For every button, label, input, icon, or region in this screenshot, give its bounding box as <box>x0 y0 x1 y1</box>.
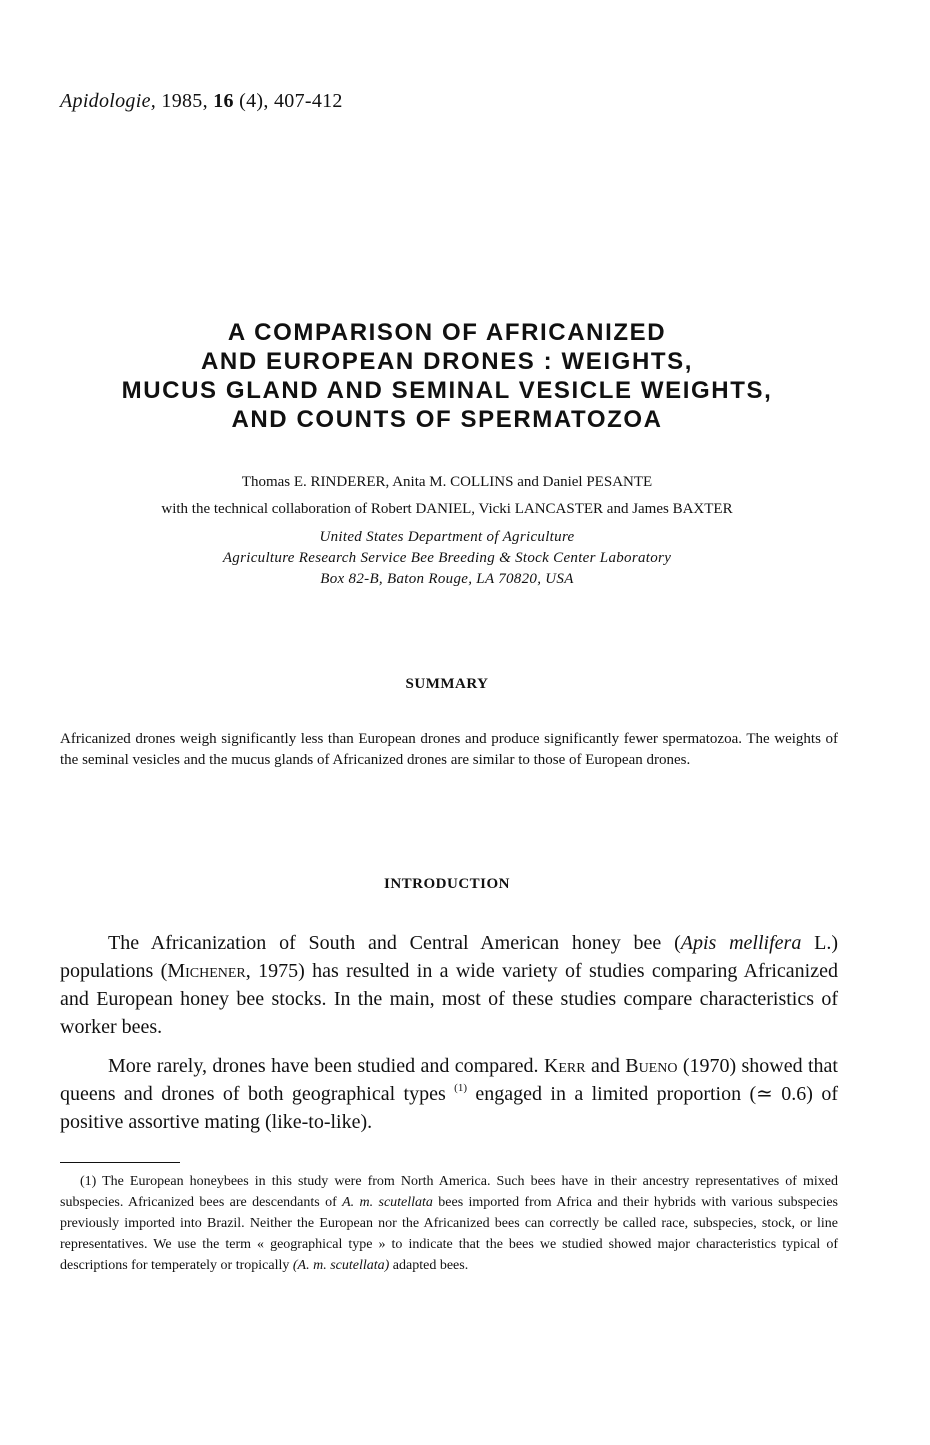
footnote-1 <box>60 1171 838 1276</box>
journal-name: Apidologie, <box>60 90 157 112</box>
affiliation-line: Box 82-B, Baton Rouge, LA 70820, USA <box>320 571 574 587</box>
journal-issue: (4), <box>239 90 269 112</box>
introduction-heading: INTRODUCTION <box>383 876 510 892</box>
species-name: Apis mellifera <box>680 932 802 954</box>
text-run: (1970) showed that queens and drones of both geographical types <box>60 1055 838 1105</box>
paper-title <box>60 318 834 434</box>
introduction-paragraph-2 <box>60 1052 838 1136</box>
title-line: AND COUNTS OF SPERMATOZOA <box>231 406 663 433</box>
citation-author: Kerr <box>543 1055 586 1077</box>
footnote-marker[interactable]: (1) <box>454 1082 467 1094</box>
text-run: and <box>585 1055 626 1077</box>
affiliation-line: Agriculture Research Service Bee Breeding & Stock Center Laboratory <box>222 550 672 566</box>
text-run: The Africanization of South and Central American honey bee ( <box>108 932 681 954</box>
journal-volume: 16 <box>213 90 234 112</box>
summary-heading: SUMMARY <box>405 676 489 692</box>
title-line: A COMPARISON OF AFRICANIZED <box>227 319 667 346</box>
text-run: , 1975) has resulted in a wide variety of studies comparing Africanized and European honey bee stocks. In the main, most of these studies compare characteristics of worker bees. <box>60 960 838 1038</box>
affiliation-line: United States Department of Agriculture <box>319 529 575 545</box>
taxon-name: (A. m. scutellata) <box>292 1258 390 1273</box>
text-run: bees imported from Africa and their hybrids with various subspecies previously imported into Brazil. Neither the European nor the Africanized bees can correctly be called race, subspecies, stock, or line representatives. We use the term « geographical type » to indicate that the bees we studied showed major characteristics typical of descriptions for temperately or tropically <box>60 1195 838 1273</box>
citation-author: Michener <box>167 960 246 982</box>
author-list: Thomas E. RINDERER, Anita M. COLLINS and Daniel PESANTE <box>241 474 653 490</box>
journal-pages: 407-412 <box>273 90 343 112</box>
text-run: adapted bees. <box>389 1258 469 1273</box>
affiliation <box>60 527 834 590</box>
journal-year: 1985, <box>161 90 208 112</box>
text-run: More rarely, drones have been studied and compared. <box>108 1055 544 1077</box>
footnote-divider <box>60 1162 180 1163</box>
introduction-paragraph-1 <box>60 929 838 1041</box>
text-run: engaged in a limited proportion (≃ 0.6) of positive assortive mating (like-to-like). <box>60 1083 838 1133</box>
title-line: AND EUROPEAN DRONES : WEIGHTS, <box>200 348 694 375</box>
text-run: L.) populations ( <box>60 932 838 982</box>
title-line: MUCUS GLAND AND SEMINAL VESICLE WEIGHTS, <box>121 377 773 404</box>
citation-author: Bueno <box>625 1055 678 1077</box>
text-run: (1) The European honeybees in this study were from North America. Such bees have in their ancestry representatives of mixed subspecies. Africanized bees are descendants of <box>60 1174 838 1210</box>
technical-collaborators: with the technical collaboration of Robert DANIEL, Vicki LANCASTER and James BAXTER <box>161 501 733 517</box>
taxon-name: A. m. scutellata <box>342 1195 433 1210</box>
summary-text: Africanized drones weigh significantly less than European drones and produce significantly fewer spermatozoa. The weights of the seminal vesicles and the mucus glands of Africanized drones are similar to those of European drones. <box>60 731 838 768</box>
journal-citation <box>60 90 343 113</box>
